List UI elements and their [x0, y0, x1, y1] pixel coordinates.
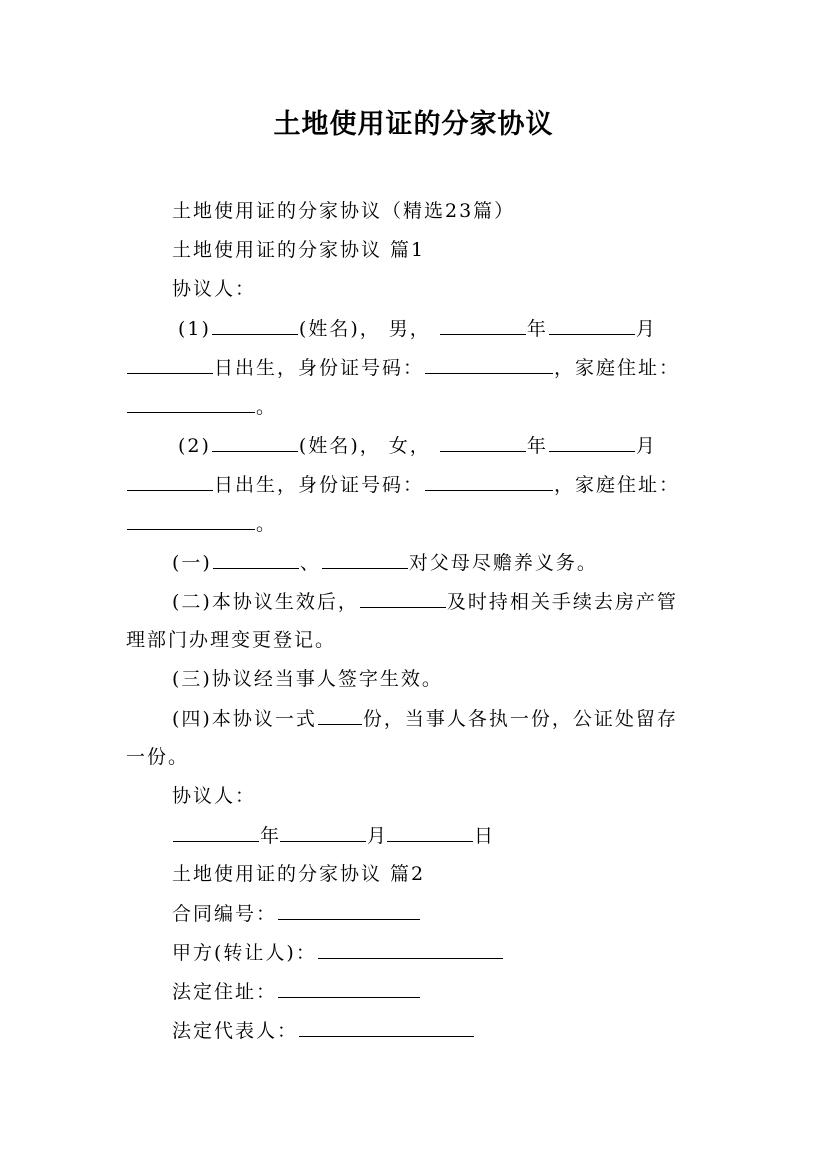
clause2-text-a: 及时持相关手续去房产管 [446, 591, 678, 613]
contract-number-line [172, 901, 421, 926]
party2-line1 [178, 433, 657, 458]
legal-rep-label: 法定代表人： [172, 1020, 299, 1042]
signers-label: 协议人： [172, 785, 257, 807]
parties-label: 协议人： [172, 278, 257, 300]
section-heading-2: 土地使用证的分家协议 篇2 [172, 863, 426, 885]
party2-address-label: ，家庭住址： [554, 474, 681, 496]
party1-month-label: 月 [635, 318, 657, 340]
legal-address-line [172, 979, 421, 1004]
party-a-blank [318, 940, 503, 959]
party1-gender: 男， [388, 318, 431, 340]
clause1-prefix: (一) [172, 552, 212, 574]
party1-line2 [126, 355, 680, 380]
clause2-prefix: (二)本协议生效后， [172, 591, 359, 613]
clause-1 [172, 550, 598, 575]
party1-end: 。 [256, 396, 278, 418]
document-title: 土地使用证的分家协议 [273, 109, 554, 140]
party1-line3 [126, 394, 277, 419]
party2-month-label: 月 [635, 435, 657, 457]
party2-year-blank [440, 433, 526, 452]
party-a-line [172, 940, 504, 965]
clause-4-line2: 一份。 [126, 746, 190, 768]
legal-address-label: 法定住址： [172, 981, 278, 1003]
clause1-blank-a [213, 550, 299, 569]
party1-born-label: 日出生，身份证号码： [214, 357, 425, 379]
clause-2-line1 [172, 589, 678, 614]
date-year-label: 年 [260, 825, 280, 847]
party2-name-suffix: (姓名)， [298, 435, 381, 457]
document-subtitle: 土地使用证的分家协议（精选23篇） [172, 200, 516, 222]
clause-3: (三)协议经当事人签字生效。 [172, 668, 443, 690]
legal-address-blank [278, 979, 420, 998]
party1-year-label: 年 [526, 318, 548, 340]
signing-date [172, 823, 493, 848]
date-year-blank [173, 823, 259, 842]
date-day-label: 日 [474, 825, 494, 847]
clause4-copies-blank [318, 706, 362, 725]
party2-line3 [126, 511, 277, 536]
clause1-blank-b [322, 550, 408, 569]
contract-number-blank [278, 901, 420, 920]
party2-line2 [126, 472, 680, 497]
section-heading-1: 土地使用证的分家协议 篇1 [172, 239, 426, 261]
party1-name-blank [212, 316, 298, 335]
clause4-text-a: 份，当事人各执一份，公证处留存 [362, 708, 678, 730]
clause1-text: 对父母尽赡养义务。 [408, 552, 598, 574]
party1-address-blank [127, 394, 255, 413]
party2-name-blank [212, 433, 298, 452]
party2-month-blank [549, 433, 635, 452]
clause4-prefix: (四)本协议一式 [172, 708, 317, 730]
party1-prefix: (1) [178, 318, 211, 340]
party2-end: 。 [256, 513, 278, 535]
party-a-label: 甲方(转让人)： [172, 942, 317, 964]
party2-born-label: 日出生，身份证号码： [214, 474, 425, 496]
party2-year-label: 年 [526, 435, 548, 457]
clause-4-line1 [172, 706, 678, 731]
clause-2-line2: 理部门办理变更登记。 [126, 629, 337, 651]
date-month-label: 月 [367, 825, 387, 847]
clause1-sep: 、 [299, 552, 321, 574]
party2-address-blank [127, 511, 255, 530]
legal-rep-line [172, 1018, 475, 1043]
legal-rep-blank [299, 1018, 474, 1037]
party1-id-blank [425, 355, 553, 374]
party1-name-suffix: (姓名)， [298, 318, 381, 340]
party1-month-blank [549, 316, 635, 335]
party1-address-label: ，家庭住址： [554, 357, 681, 379]
party2-id-blank [425, 472, 553, 491]
party2-prefix: (2) [178, 435, 211, 457]
date-day-blank [387, 823, 473, 842]
party1-year-blank [440, 316, 526, 335]
date-month-blank [280, 823, 366, 842]
party1-day-blank [127, 355, 213, 374]
party2-day-blank [127, 472, 213, 491]
clause2-blank [360, 589, 446, 608]
contract-number-label: 合同编号： [172, 903, 278, 925]
party1-line1 [178, 316, 657, 341]
party2-gender: 女， [388, 435, 431, 457]
